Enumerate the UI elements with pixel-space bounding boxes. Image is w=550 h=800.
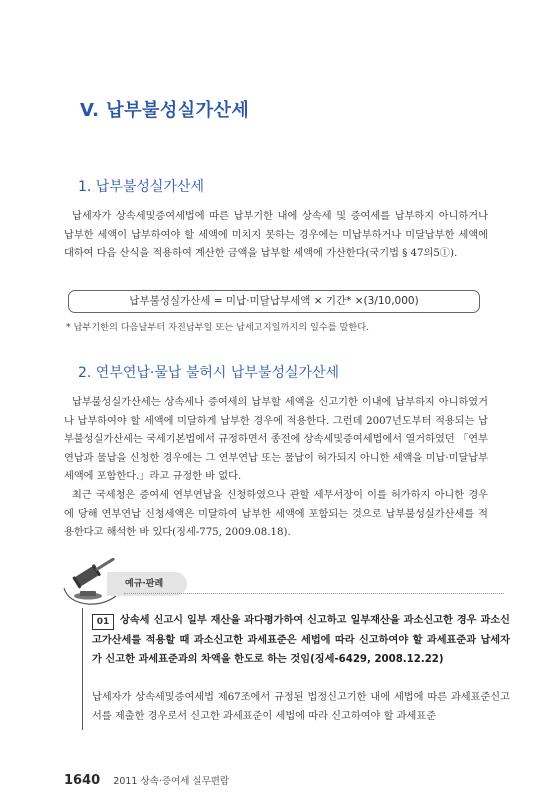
- case-body: 납세자가 상속세및증여세법 제67조에서 규정된 법정신고기한 내에 세법에 따른 과세표준신고서를 제출한 경우로서 신고한 과세표준이 세법에 따라 신고하여야 할 과세표준: [92, 692, 510, 722]
- section-2-paragraph-1: 납부불성실가산세는 상속세나 증여세의 납부할 세액을 신고기한 이내에 납부하지 아니하였거나 납부하여야 할 세액에 미달하게 납부한 경우에 적용한다. 그런데 2007년도부터 적용되는 납부불성실가산세는 국세기본법에서 규정하면서 종전에 상속세및증여세법에서 열거하였던 「연부연납과 물납을 신청한 경우에는 그 연부연납 또는 물납이 허가되지 아니한 세액을 미납·미달납부세액에 포함한다.」라고 규정한 바 없다.: [64, 397, 488, 483]
- chapter-title: V. 납부불성실가산세: [80, 100, 250, 121]
- section-1-paragraph: 납세자가 상속세및증여세법에 따른 납부기한 내에 상속세 및 증여세를 납부하지 아니하거나 납부한 세액이 납부하여야 할 세액에 미치지 못하는 경우에는 미납부하거나 미달납부한 세액에 대하여 다음 산식을 적용하여 계산한 금액을 납부할 세액에 가산한다(국기법 § 47의5①).: [64, 211, 488, 260]
- example-label: 예규·판례: [107, 572, 187, 596]
- footnote: * 납부기한의 다음날부터 자진납부일 또는 납세고지일까지의 일수를 말한다.: [66, 322, 370, 333]
- formula-box: [68, 290, 480, 313]
- page-footer: [64, 769, 229, 788]
- book-title: 2011 상속·증여세 실무편람: [113, 776, 230, 787]
- case-heading: 상속세 신고시 일부 재산을 과다평가하여 신고하고 일부재산을 과소신고한 경우 과소신고가산세를 적용할 때 과소신고한 과세표준은 세법에 따라 신고하여야 할 과세표준과 납세자가 신고한 과세표준과의 차액을 한도로 하는 것임(징세-6429, 2008.12.22): [92, 615, 510, 666]
- section-2-paragraph-2: 최근 국세청은 증여세 연부연납을 신청하였으나 관할 세무서장이 이를 허가하지 아니한 경우에 당해 연부연납 신청세액은 미달하여 납부한 세액에 포함되는 것으로 납부불성실가산세를 적용한다고 해석한 바 있다(징세-775, 2009.08.18).: [64, 490, 488, 539]
- case-number-badge: 01: [92, 614, 114, 630]
- section-2-title: 2. 연부연납·물납 불허시 납부불성실가산세: [78, 365, 340, 381]
- section-1-title: 1. 납부불성실가산세: [78, 179, 204, 195]
- example-divider: [124, 593, 504, 594]
- page-number: 1640: [64, 773, 101, 788]
- example-left-border: [82, 608, 83, 730]
- formula-text: 납부불성실가산세 = 미납·미달납부세액 × 기간* ×(3/10,000): [129, 295, 419, 307]
